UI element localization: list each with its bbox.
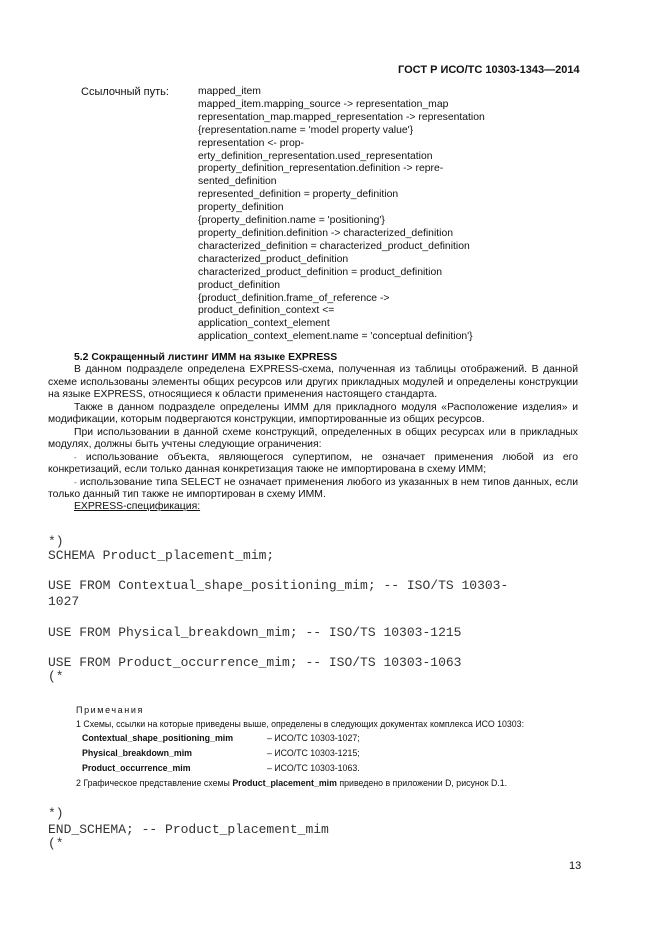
bullet-marker: - xyxy=(74,477,77,487)
express-spec-label-text: EXPRESS-спецификация: xyxy=(74,501,201,513)
note-def-term: Physical_breakdown_mim xyxy=(82,748,193,758)
page-number: 13 xyxy=(569,860,582,872)
notes-title: Примечания xyxy=(76,705,144,715)
section-body xyxy=(48,352,578,514)
reference-path-line: sented_definition xyxy=(198,176,277,188)
note-2-text: 2 Графическое представление схемы xyxy=(76,778,233,788)
note-def-value: – ИСО/ТС 10303-1027; xyxy=(267,733,360,743)
reference-path-line: representation <- prop- xyxy=(198,137,304,149)
reference-path-line: {product_definition.frame_of_reference -> xyxy=(198,292,390,304)
note-def-term: Contextual_shape_positioning_mim xyxy=(82,733,234,743)
note-def-value: – ИСО/ТС 10303-1063. xyxy=(267,763,360,773)
reference-path-line: product_definition xyxy=(198,279,281,291)
reference-path-line: representation_map.mapped_representation -> representation xyxy=(198,111,485,123)
note-2-text-end: приведено в приложении D, рисунок D.1. xyxy=(336,778,508,788)
code-close-1: (* xyxy=(48,669,64,684)
code-open-2: *) xyxy=(48,806,64,821)
bullet-2 xyxy=(48,477,578,502)
code-open-1: *) xyxy=(48,534,64,549)
note-def-row xyxy=(76,731,524,746)
reference-path-line: application_context_element.name = 'conceptual definition'} xyxy=(198,331,473,343)
reference-path-lines xyxy=(198,86,485,344)
note-2-schema-name: Product_placement_mim xyxy=(232,778,337,788)
paragraph-1: В данном подразделе определена EXPRESS-схема, полученная из таблицы отображений. В данной схеме использованы элементы общих ресурсов или других прикладных модулей и определены конструкции на языке EXPRESS, относящиеся к области применения настоящего стандарта. xyxy=(48,364,578,401)
bullet-1-text: использование объекта, являющегося супертипом, не означает применения любой из его конкретизаций, если только данная конкретизация также не импортирована в схему ИММ; xyxy=(48,451,578,476)
reference-path-line: property_definition xyxy=(198,202,284,214)
notes-block xyxy=(76,705,524,790)
reference-path-line: mapped_item.mapping_source -> representation_map xyxy=(198,98,449,110)
reference-path-line: {representation.name = 'model property value'} xyxy=(198,124,414,136)
note-def-term: Product_occurrence_mim xyxy=(82,763,191,773)
paragraph-3: При использовании в данной схеме конструкций, определенных в общих ресурсах или в прикладных модулях, должны быть учтены следующие ограничения: xyxy=(48,426,578,451)
reference-path-line: represented_definition = property_definition xyxy=(198,189,399,201)
note-2 xyxy=(76,776,524,790)
reference-path-line: characterized_definition = characterized_product_definition xyxy=(198,240,470,252)
reference-path-line: characterized_product_definition = product_definition xyxy=(198,266,443,278)
code-use-1b: 1027 xyxy=(48,594,80,609)
code-use-3: USE FROM Product_occurrence_mim; -- ISO/TS 10303-1063 xyxy=(48,655,462,670)
reference-path-line: application_context_element xyxy=(198,318,330,330)
section-heading: 5.2 Сокращенный листинг ИММ на языке EXPRESS xyxy=(74,352,338,363)
reference-path-line: property_definition_representation.definition -> repre- xyxy=(198,163,444,175)
code-close-2: (* xyxy=(48,836,64,851)
reference-path-line: product_definition_context <= xyxy=(198,305,335,317)
reference-path-label: Ссылочный путь: xyxy=(81,86,169,98)
code-use-2: USE FROM Physical_breakdown_mim; -- ISO/TS 10303-1215 xyxy=(48,625,462,640)
code-schema: SCHEMA Product_placement_mim; xyxy=(48,548,275,563)
note-def-value: – ИСО/ТС 10303-1215; xyxy=(267,748,360,758)
reference-path-line: property_definition.definition -> characterized_definition xyxy=(198,227,454,239)
bullet-2-text: использование типа SELECT не означает применения любого из указанных в нем типов данных, если только данный тип также не импортирован в схему ИММ. xyxy=(48,476,578,500)
document-header: ГОСТ Р ИСО/ТС 10303-1343—2014 xyxy=(398,64,580,76)
code-end-schema: END_SCHEMA; -- Product_placement_mim xyxy=(48,822,329,837)
reference-path-line: erty_definition_representation.used_representation xyxy=(198,150,433,162)
bullet-marker: - xyxy=(74,452,77,462)
paragraph-2: Также в данном подразделе определены ИММ для прикладного модуля «Расположение изделия» и модификации, которым подвергаются конструкции, импортированные из общих ресурсов. xyxy=(48,401,578,426)
code-use-1a: USE FROM Contextual_shape_positioning_mim; -- ISO/TS 10303- xyxy=(48,578,509,593)
bullet-1 xyxy=(48,452,578,477)
note-def-row xyxy=(76,746,524,761)
reference-path-line: {property_definition.name = 'positioning'} xyxy=(198,215,385,227)
note-1: 1 Схемы, ссылки на которые приведены выше, определены в следующих документах комплекса ИСО 10303: xyxy=(76,719,525,729)
express-spec-label xyxy=(48,501,578,513)
note-def-row xyxy=(76,761,524,776)
reference-path-line: characterized_product_definition xyxy=(198,253,349,265)
reference-path-line: mapped_item xyxy=(198,86,261,97)
